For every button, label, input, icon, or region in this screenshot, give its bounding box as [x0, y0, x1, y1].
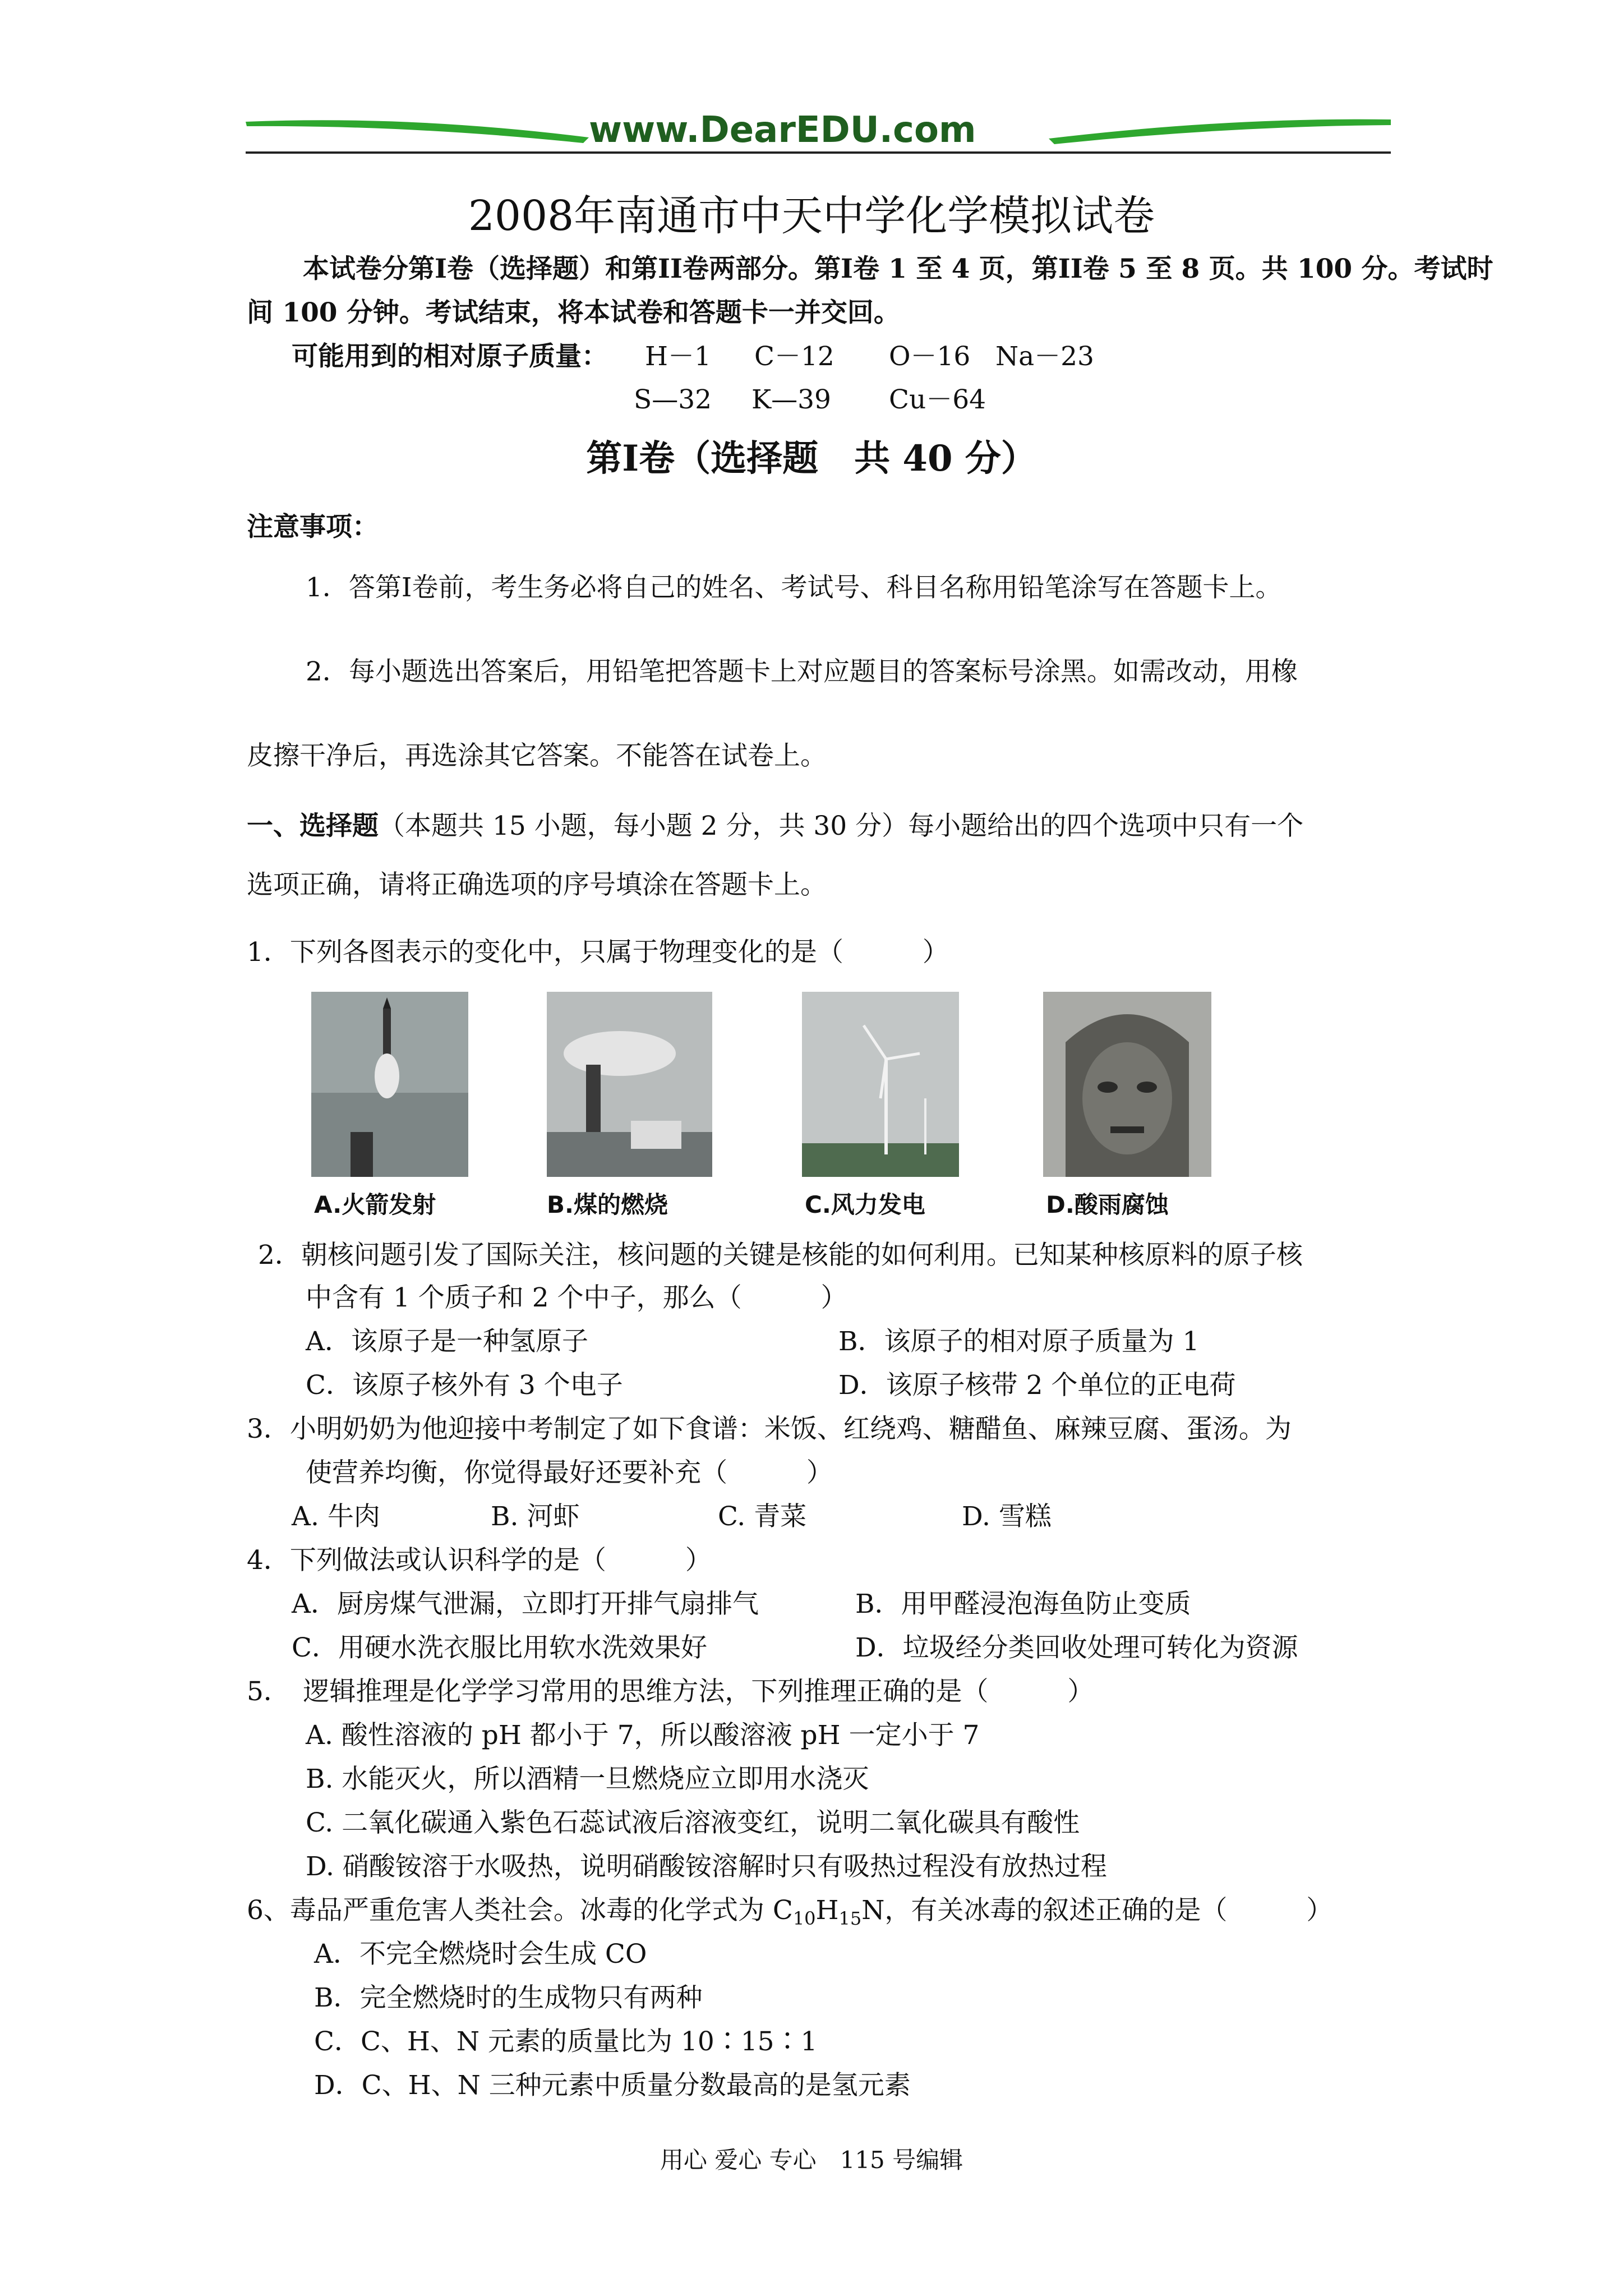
mass-s: S—32 — [634, 384, 712, 415]
part-heading-desc: （本题共 15 小题，每小题 2 分，共 30 分）每小题给出的四个选项中只有一个 — [379, 811, 1304, 841]
q3-option-a: A. 牛肉 — [292, 1501, 380, 1532]
q1-image-b — [547, 992, 712, 1177]
notice-label: 注意事项： — [247, 512, 379, 542]
mass-cu: Cu－64 — [889, 384, 986, 415]
rocket-launch-photo-icon — [311, 992, 468, 1177]
notice-2: 2．每小题选出答案后，用铅笔把答题卡上对应题目的答案标号涂黑。如需改动，用橡 — [306, 656, 1298, 687]
masses-label: 可能用到的相对原子质量： — [292, 341, 608, 372]
q6-option-c: C．C、H、N 元素的质量比为 10∶15∶1 — [314, 2026, 818, 2057]
q5-stem: 5． 逻辑推理是化学学习常用的思维方法，下列推理正确的是（ ） — [247, 1676, 1094, 1707]
mass-k: K—39 — [751, 384, 831, 415]
q3-option-b: B. 河虾 — [491, 1501, 580, 1532]
q5-option-d: D. 硝酸铵溶于水吸热，说明硝酸铵溶解时只有吸热过程没有放热过程 — [306, 1851, 1107, 1882]
q1-stem: 1．下列各图表示的变化中，只属于物理变化的是（ ） — [247, 937, 949, 968]
q2-option-c: C．该原子核外有 3 个电子 — [306, 1370, 623, 1401]
q1-image-a — [311, 992, 468, 1177]
mass-c: C－12 — [754, 341, 834, 372]
section-title: 第I卷（选择题 共 40 分） — [586, 438, 1037, 480]
q5-option-c: C. 二氧化碳通入紫色石蕊试液后溶液变红，说明二氧化碳具有酸性 — [306, 1807, 1080, 1838]
q6-option-b: B．完全燃烧时的生成物只有两种 — [314, 1982, 703, 2013]
q4-stem: 4．下列做法或认识科学的是（ ） — [247, 1545, 712, 1576]
page-footer: 用心 爱心 专心 115 号编辑 — [660, 2146, 963, 2174]
q3-option-d: D. 雪糕 — [962, 1501, 1052, 1532]
q1-image-c — [802, 992, 959, 1177]
q4-option-b: B．用甲醛浸泡海鱼防止变质 — [855, 1589, 1191, 1619]
q6-stem-pre: 6、毒品严重危害人类社会。冰毒的化学式为 C — [247, 1895, 793, 1926]
q3-stem-2: 使营养均衡，你觉得最好还要补充（ ） — [306, 1457, 833, 1488]
q6-stem-post: N，有关冰毒的叙述正确的是（ ） — [861, 1895, 1333, 1926]
q1-caption-c: C.风力发电 — [805, 1191, 925, 1218]
q2-stem-1: 2．朝核问题引发了国际关注，核问题的关键是核能的如何利用。已知某种核原料的原子核 — [258, 1240, 1303, 1271]
mass-h: H－1 — [645, 341, 711, 372]
q4-option-a: A．厨房煤气泄漏，立即打开排气扇排气 — [292, 1589, 759, 1619]
q5-option-b: B. 水能灭火，所以酒精一旦燃烧应立即用水浇灭 — [306, 1764, 869, 1795]
eroded-statue-photo-icon — [1043, 992, 1211, 1177]
site-logo-text: www.DearEDU.com — [589, 109, 976, 151]
q3-option-c: C. 青菜 — [718, 1501, 807, 1532]
q6-sub-c: 10 — [792, 1908, 816, 1929]
q6-sub-h: 15 — [838, 1908, 862, 1929]
right-leaf-swoosh — [1049, 119, 1391, 144]
q6-option-d: D．C、H、N 三种元素中质量分数最高的是氢元素 — [314, 2070, 911, 2101]
wind-turbine-photo-icon — [802, 992, 959, 1177]
part-heading — [247, 809, 1303, 843]
q6-stem — [247, 1894, 1332, 1927]
q2-option-b: B．该原子的相对原子质量为 1 — [838, 1326, 1200, 1357]
q5-option-a: A. 酸性溶液的 pH 都小于 7，所以酸溶液 pH 一定小于 7 — [306, 1720, 980, 1751]
notice-1: 1．答第I卷前，考生务必将自己的姓名、考试号、科目名称用铅笔涂写在答题卡上。 — [306, 572, 1282, 603]
q3-stem-1: 3．小明奶奶为他迎接中考制定了如下食谱：米饭、红绕鸡、糖醋鱼、麻辣豆腐、蛋汤。为 — [247, 1414, 1292, 1444]
q4-option-c: C．用硬水洗衣服比用软水洗效果好 — [292, 1632, 707, 1663]
q1-caption-a: A.火箭发射 — [314, 1191, 436, 1218]
intro-line-1: 本试卷分第I卷（选择题）和第II卷两部分。第I卷 1 至 4 页，第II卷 5 至 8 页。共 100 分。考试时 — [303, 254, 1493, 284]
left-leaf-swoosh — [246, 120, 589, 143]
q1-caption-b: B.煤的燃烧 — [547, 1191, 668, 1218]
mass-na: Na－23 — [995, 341, 1094, 372]
q1-caption-d: D.酸雨腐蚀 — [1046, 1191, 1169, 1218]
q2-option-a: A．该原子是一种氢原子 — [306, 1326, 588, 1357]
part-heading-label: 一、选择题 — [247, 811, 379, 841]
q2-option-d: D．该原子核带 2 个单位的正电荷 — [838, 1370, 1236, 1401]
mass-o: O－16 — [889, 341, 971, 372]
q2-stem-2: 中含有 1 个质子和 2 个中子，那么（ ） — [306, 1282, 847, 1313]
q1-image-d — [1043, 992, 1211, 1177]
chimney-smoke-photo-icon — [547, 992, 712, 1177]
notice-2-cont: 皮擦干净后，再选涂其它答案。不能答在试卷上。 — [247, 740, 827, 771]
intro-line-2: 间 100 分钟。考试结束，将本试卷和答题卡一并交回。 — [247, 297, 900, 328]
header-rule — [246, 151, 1391, 154]
q6-h-symbol: H — [815, 1895, 839, 1926]
q4-option-d: D．垃圾经分类回收处理可转化为资源 — [855, 1632, 1298, 1663]
q6-option-a: A．不完全燃烧时会生成 CO — [314, 1939, 647, 1970]
page-title: 2008年南通市中天中学化学模拟试卷 — [468, 192, 1155, 240]
part-heading-line2: 选项正确，请将正确选项的序号填涂在答题卡上。 — [247, 869, 827, 900]
